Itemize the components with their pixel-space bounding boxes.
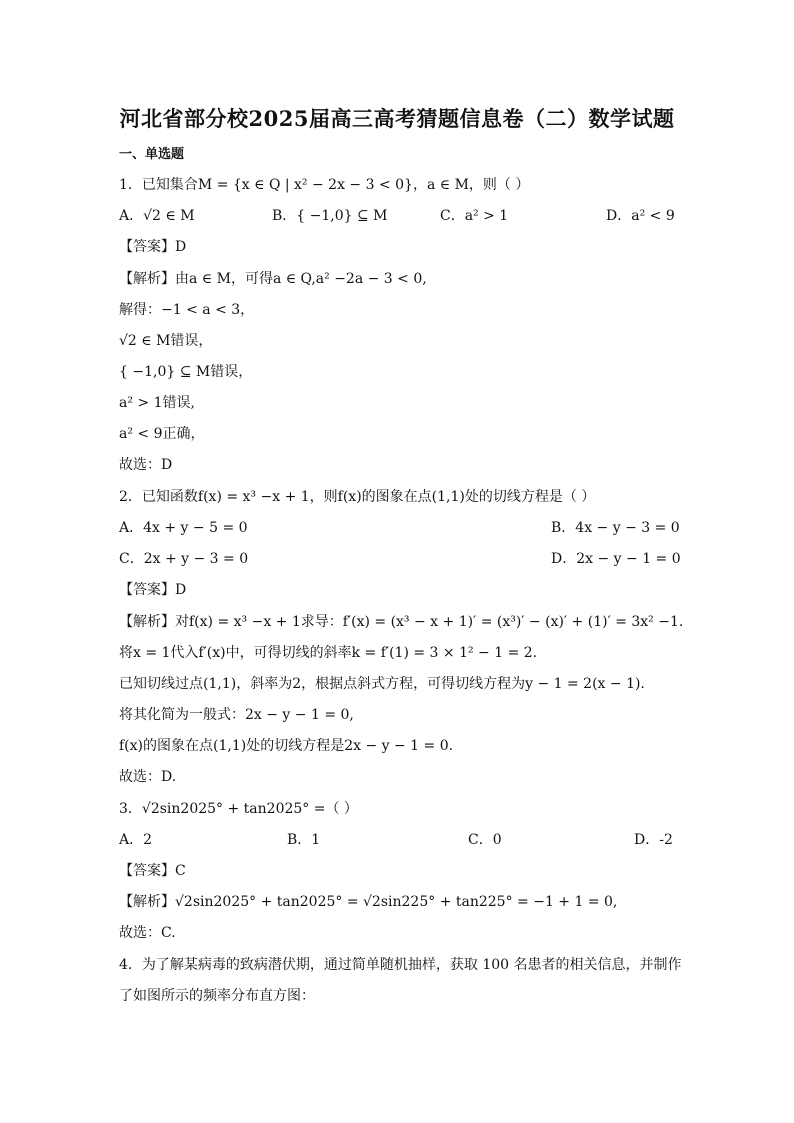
page-title: 河北省部分校2025届高三高考猜题信息卷（二）数学试题	[119, 106, 675, 131]
q3-option-c: C．0	[468, 832, 502, 848]
q1-analysis-line: 【解析】由a ∈ M，可得a ∈ Q,a² −2a − 3 < 0,	[119, 271, 427, 287]
q2-analysis-line: 将其化简为一般式：2x − y − 1 = 0,	[119, 707, 354, 723]
q1-analysis-line: 故选：D	[119, 457, 173, 473]
q3-stem: 3．√2sin2025° + tan2025° =（ ）	[119, 801, 358, 817]
q4-stem-line: 了如图所示的频率分布直方图：	[119, 988, 315, 1004]
q2-option-c: C．2x + y − 3 = 0	[119, 551, 249, 567]
q2-analysis-line: 已知切线过点(1,1)，斜率为2，根据点斜式方程，可得切线方程为y − 1 = 2(x − 1).	[119, 676, 645, 692]
q3-option-b: B．1	[287, 832, 321, 848]
q1-option-b: B．{ −1,0} ⊆ M	[272, 208, 388, 224]
q1-option-a: A．√2 ∈ M	[119, 208, 195, 224]
q2-analysis-line: 将x = 1代入f′(x)中，可得切线的斜率k = f′(1) = 3 × 1² − 1 = 2.	[119, 645, 538, 661]
q3-option-d: D．-2	[634, 832, 673, 848]
q3-answer: 【答案】C	[119, 863, 186, 879]
q1-answer: 【答案】D	[119, 239, 187, 255]
q1-option-c: C．a² > 1	[440, 208, 509, 224]
q2-analysis-line: 故选：D.	[119, 769, 177, 785]
q1-analysis-line: a² > 1错误,	[119, 395, 195, 411]
q3-analysis-line: 故选：C.	[119, 925, 176, 941]
q1-analysis-line: a² < 9正确，	[119, 426, 205, 442]
q1-analysis-line: 解得：−1 < a < 3，	[119, 302, 255, 318]
q3-option-a: A．2	[119, 832, 153, 848]
q1-analysis-line: √2 ∈ M错误，	[119, 333, 213, 349]
q3-analysis-line: 【解析】√2sin2025° + tan2025° = √2sin225° + tan225° = −1 + 1 = 0,	[119, 894, 618, 910]
q1-option-d: D．a² < 9	[606, 208, 675, 224]
q4-stem-line: 4．为了解某病毒的致病潜伏期，通过简单随机抽样，获取 100 名患者的相关信息，并制作	[119, 957, 682, 973]
q2-option-d: D．2x − y − 1 = 0	[551, 551, 681, 567]
q1-analysis-line: { −1,0} ⊆ M错误，	[119, 364, 253, 380]
q2-answer: 【答案】D	[119, 582, 187, 598]
q1-stem: 1．已知集合M = {x ∈ Q | x² − 2x − 3 < 0}，a ∈ M，则（ ）	[119, 177, 530, 193]
q2-analysis-line: f(x)的图象在点(1,1)处的切线方程是2x − y − 1 = 0.	[119, 738, 454, 754]
q2-option-b: B．4x − y − 3 = 0	[551, 520, 680, 536]
section-heading: 一、单选题	[119, 147, 185, 162]
q2-analysis-line: 【解析】对f(x) = x³ −x + 1求导：f′(x) = (x³ − x + 1)′ = (x³)′ − (x)′ + (1)′ = 3x² −1.	[119, 614, 684, 630]
q2-stem: 2．已知函数f(x) = x³ −x + 1，则f(x)的图象在点(1,1)处的切线方程是（ ）	[119, 489, 596, 505]
q2-option-a: A．4x + y − 5 = 0	[119, 520, 248, 536]
